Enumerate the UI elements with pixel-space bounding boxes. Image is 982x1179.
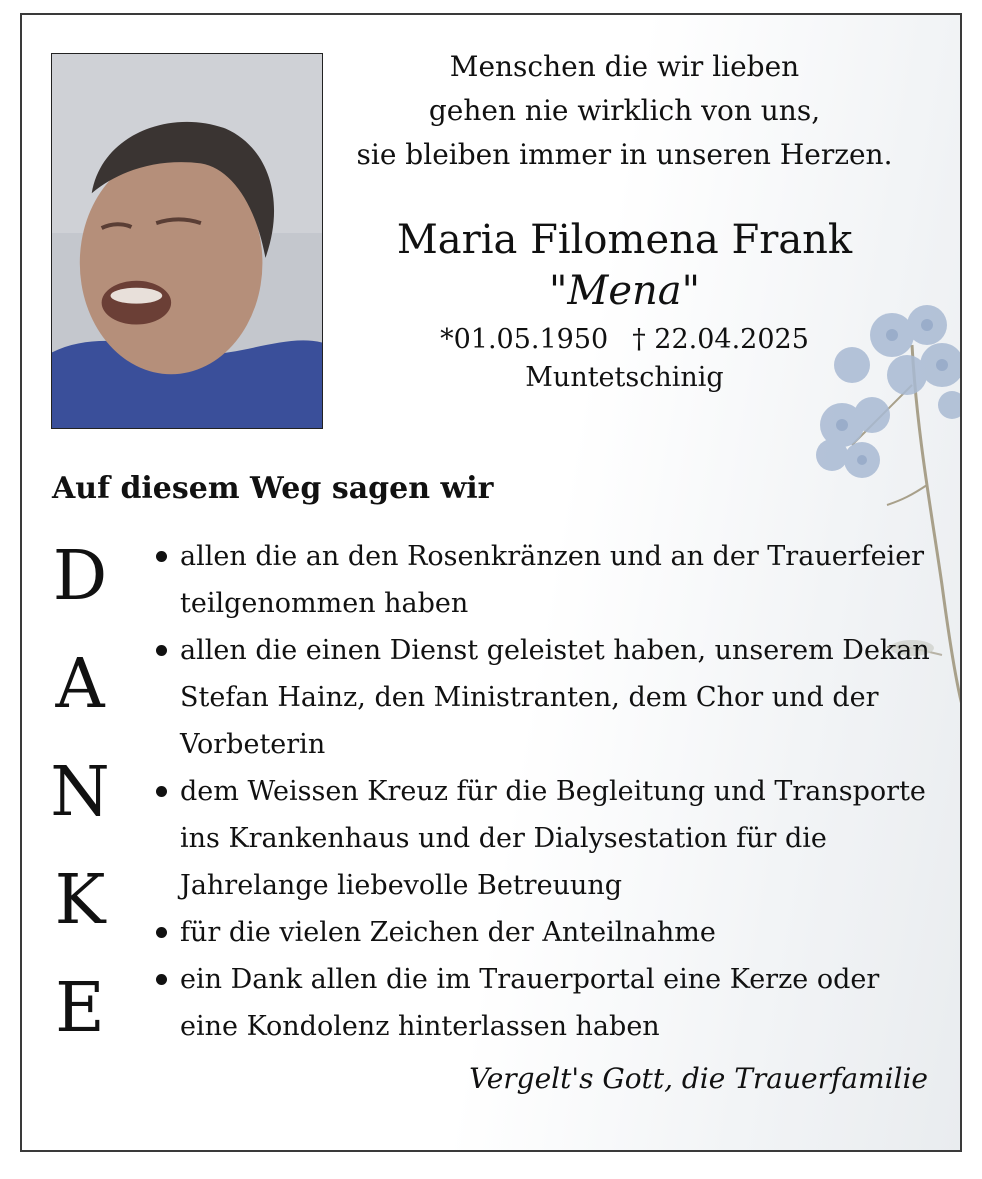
thanks-item: für die vielen Zeichen der Anteilnahme: [152, 909, 942, 956]
life-dates: [342, 321, 907, 359]
danke-letter: A: [55, 645, 105, 724]
deceased-nickname: "Mena": [548, 268, 701, 314]
thanks-item: dem Weissen Kreuz für die Begleitung und Transporte ins Krankenhaus und der Dialysestation für die Jahrelange liebevolle Betreuung: [152, 768, 942, 909]
thanks-heading: Auf diesem Weg sagen wir: [52, 471, 494, 506]
verse-line: gehen nie wirklich von uns,: [428, 94, 821, 127]
hometown: Muntetschinig: [525, 362, 724, 393]
verse-line: sie bleiben immer in unseren Herzen.: [356, 138, 893, 171]
obituary-card: [20, 13, 962, 1152]
danke-letter: E: [55, 969, 105, 1048]
thanks-item: allen die einen Dienst geleistet haben, unserem Dekan Stefan Hainz, den Ministranten, dem Chor und der Vorbeterin: [152, 627, 942, 768]
death-date: † 22.04.2025: [632, 324, 809, 355]
thanks-item: allen die an den Rosenkränzen und an der Trauerfeier teilgenommen haben: [152, 533, 942, 627]
deceased-name: Maria Filomena Frank: [396, 217, 853, 263]
birth-date: *01.05.1950: [440, 324, 609, 355]
portrait-photo: [51, 53, 323, 429]
danke-vertical-letters: [50, 523, 110, 1063]
memorial-verse: [342, 45, 907, 177]
danke-letter: N: [50, 753, 110, 832]
verse-line: Menschen die wir lieben: [449, 50, 800, 83]
thanks-item: ein Dank allen die im Trauerportal eine Kerze oder eine Kondolenz hinterlassen haben: [152, 956, 942, 1050]
thanks-list: [152, 533, 942, 1050]
family-signature: Vergelt's Gott, die Trauerfamilie: [469, 1062, 928, 1095]
danke-letter: D: [52, 537, 108, 616]
danke-letter: K: [54, 861, 106, 940]
